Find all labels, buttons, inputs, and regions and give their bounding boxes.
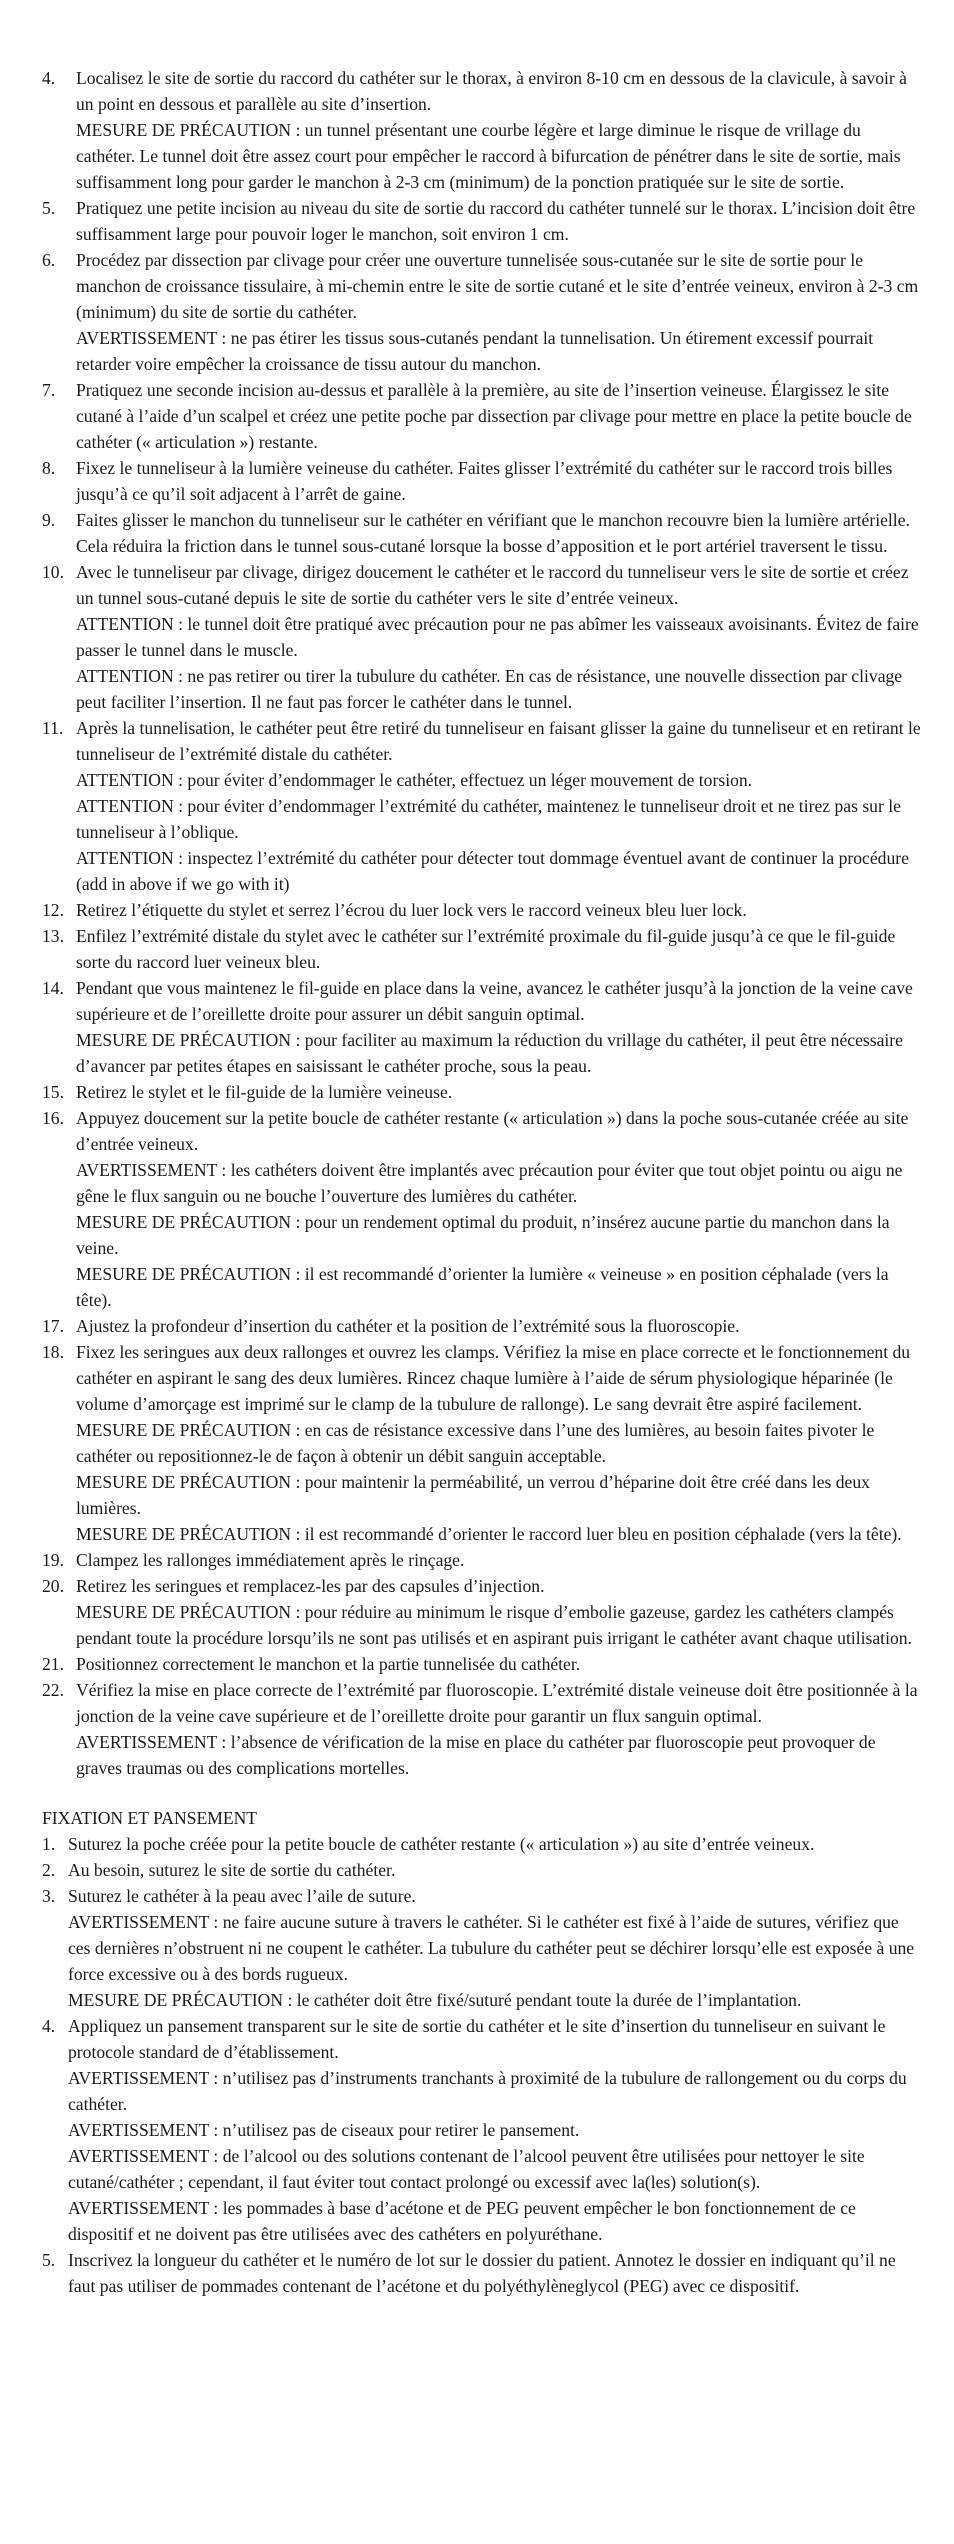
list-item (42, 2013, 924, 2247)
step-note: MESURE DE PRÉCAUTION : il est recommandé d’orienter la lumière « veineuse » en position céphalade (vers la tête). (76, 1264, 889, 1310)
step-text: Retirez le stylet et le fil-guide de la lumière veineuse. (76, 1082, 453, 1102)
step-number: 12. (42, 900, 64, 920)
list-item (42, 1339, 924, 1547)
step-note: MESURE DE PRÉCAUTION : en cas de résistance excessive dans l’une des lumières, au besoin faites pivoter le cathéter ou repositionnez-le de façon à obtenir un débit sanguin acceptable. (76, 1420, 875, 1466)
step-text: Procédez par dissection par clivage pour créer une ouverture tunnelisée sous-cutanée sur le site de sortie pour le manchon de croissance tissulaire, à mi-chemin entre le site de sortie cutané et le site d’entrée veineux, environ à 2-3 cm (minimum) du site de sortie du cathéter. (76, 250, 919, 322)
step-text: Fixez les seringues aux deux rallonges et ouvrez les clamps. Vérifiez la mise en place correcte et le fonctionnement du cathéter en aspirant le sang des deux lumières. Rincez chaque lumière à l’aide de sérum physiologique héparinée (le volume d’amorçage est imprimé sur le clamp de la tubulure de rallonge). Le sang devrait être aspiré facilement. (76, 1342, 911, 1414)
step-body (76, 923, 924, 975)
step-text: Pratiquez une seconde incision au-dessus et parallèle à la première, au site de l’insertion veineuse. Élargissez le site cutané à l’aide d’un scalpel et créez une petite poche par dissection par clivage pour mettre en place la petite boucle de cathéter (« articulation ») restante. (76, 380, 912, 452)
step-text: Appliquez un pansement transparent sur le site de sortie du cathéter et le site d’insertion du tunneliseur en suivant le protocole standard de d’établissement. (68, 2016, 886, 2062)
step-text: Fixez le tunneliseur à la lumière veineuse du cathéter. Faites glisser l’extrémité du cathéter sur le raccord trois billes jusqu’à ce qu’il soit adjacent à l’arrêt de gaine. (76, 458, 893, 504)
step-body (76, 897, 924, 923)
step-body (76, 65, 924, 195)
step-body (68, 1857, 924, 1883)
step-number: 4. (42, 68, 56, 88)
step-body (76, 1313, 924, 1339)
step-text: Avec le tunneliseur par clivage, dirigez doucement le cathéter et le raccord du tunneliseur vers le site de sortie et créez un tunnel sous-cutané depuis le site de sortie du cathéter vers le site d’entrée veineux. (76, 562, 909, 608)
step-number: 10. (42, 562, 64, 582)
step-text: Vérifiez la mise en place correcte de l’extrémité par fluoroscopie. L’extrémité distale veineuse doit être positionnée à la jonction de la veine cave supérieure et de l’oreillette droite pour garantir un flux sanguin optimal. (76, 1680, 918, 1726)
step-number: 13. (42, 926, 64, 946)
step-body (68, 2013, 924, 2247)
step-note: AVERTISSEMENT : les pommades à base d’acétone et de PEG peuvent empêcher le bon fonctionnement de ce dispositif et ne doivent pas être utilisées avec des cathéters en polyuréthane. (68, 2198, 856, 2244)
section-title-fixation: FIXATION ET PANSEMENT (42, 1808, 258, 1828)
step-note: ATTENTION : le tunnel doit être pratiqué avec précaution pour ne pas abîmer les vaisseaux avoisinants. Évitez de faire passer le tunnel dans le muscle. (76, 614, 919, 660)
step-note: AVERTISSEMENT : de l’alcool ou des solutions contenant de l’alcool peuvent être utilisées pour nettoyer le site cutané/cathéter ; cependant, il faut éviter tout contact prolongé ou excessif avec la(les) solution(s). (68, 2146, 865, 2192)
step-note: AVERTISSEMENT : l’absence de vérification de la mise en place du cathéter par fluoroscopie peut provoquer de graves traumas ou des complications mortelles. (76, 1732, 876, 1778)
list-item (42, 2247, 924, 2299)
step-text: Retirez l’étiquette du stylet et serrez l’écrou du luer lock vers le raccord veineux bleu luer lock. (76, 900, 747, 920)
step-note: MESURE DE PRÉCAUTION : pour réduire au minimum le risque d’embolie gazeuse, gardez les cathéters clampés pendant toute la procédure lorsqu’ils ne sont pas utilisés et en aspirant puis irrigant le cathéter avant chaque utilisation. (76, 1602, 912, 1648)
list-item (42, 1547, 924, 1573)
step-body (76, 1651, 924, 1677)
step-text: Appuyez doucement sur la petite boucle de cathéter restante (« articulation ») dans la poche sous-cutanée créée au site d’entrée veineux. (76, 1108, 909, 1154)
step-note: AVERTISSEMENT : ne faire aucune suture à travers le cathéter. Si le cathéter est fixé à l’aide de sutures, vérifiez que ces dernières n’obstruent ni ne coupent le cathéter. La tubulure du cathéter peut se déchirer lorsqu’elle est exposée à une force excessive ou à des bords rugueux. (68, 1912, 915, 1984)
step-text: Localisez le site de sortie du raccord du cathéter sur le thorax, à environ 8-10 cm en dessous de la clavicule, à savoir à un point en dessous et parallèle au site d’insertion. (76, 68, 907, 114)
step-note: ATTENTION : ne pas retirer ou tirer la tubulure du cathéter. En cas de résistance, une nouvelle dissection par clivage peut faciliter l’insertion. Il ne faut pas forcer le cathéter dans le tunnel. (76, 666, 903, 712)
step-body (76, 1105, 924, 1313)
step-note: ATTENTION : pour éviter d’endommager l’extrémité du cathéter, maintenez le tunneliseur droit et ne tirez pas sur le tunneliseur à l’oblique. (76, 796, 901, 842)
step-number: 18. (42, 1342, 64, 1362)
step-body (68, 2247, 924, 2299)
list-item (42, 1831, 924, 1857)
list-item (42, 1105, 924, 1313)
step-note: MESURE DE PRÉCAUTION : il est recommandé d’orienter le raccord luer bleu en position céphalade (vers la tête). (76, 1524, 902, 1544)
list-item (42, 897, 924, 923)
step-number: 4. (42, 2016, 56, 2036)
step-body (76, 1079, 924, 1105)
step-number: 11. (42, 718, 64, 738)
step-text: Suturez le cathéter à la peau avec l’aile de suture. (68, 1886, 416, 1906)
step-text: Au besoin, suturez le site de sortie du cathéter. (68, 1860, 396, 1880)
step-number: 15. (42, 1082, 64, 1102)
list-item (42, 1313, 924, 1339)
step-number: 3. (42, 1886, 56, 1906)
step-number: 21. (42, 1654, 64, 1674)
step-number: 5. (42, 198, 56, 218)
step-text: Enfilez l’extrémité distale du stylet avec le cathéter sur l’extrémité proximale du fil-guide jusqu’à ce que le fil-guide sorte du raccord luer veineux bleu. (76, 926, 896, 972)
list-item (42, 975, 924, 1079)
step-number: 6. (42, 250, 56, 270)
list-item (42, 923, 924, 975)
step-body (76, 1547, 924, 1573)
step-text: Suturez la poche créée pour la petite boucle de cathéter restante (« articulation ») au site d’entrée veineux. (68, 1834, 815, 1854)
step-note: ATTENTION : pour éviter d’endommager le cathéter, effectuez un léger mouvement de torsion. (76, 770, 753, 790)
step-text: Positionnez correctement le manchon et la partie tunnelisée du cathéter. (76, 1654, 581, 1674)
list-item (42, 1079, 924, 1105)
step-body (76, 195, 924, 247)
step-note: MESURE DE PRÉCAUTION : pour maintenir la perméabilité, un verrou d’héparine doit être créé dans les deux lumières. (76, 1472, 870, 1518)
list-item (42, 1857, 924, 1883)
step-note: MESURE DE PRÉCAUTION : pour un rendement optimal du produit, n’insérez aucune partie du manchon dans la veine. (76, 1212, 890, 1258)
step-text: Après la tunnelisation, le cathéter peut être retiré du tunneliseur en faisant glisser la gaine du tunneliseur et en retirant le tunneliseur de l’extrémité distale du cathéter. (76, 718, 921, 764)
step-number: 8. (42, 458, 56, 478)
step-number: 7. (42, 380, 56, 400)
step-note: AVERTISSEMENT : ne pas étirer les tissus sous-cutanés pendant la tunnelisation. Un étirement excessif pourrait retarder voire empêcher la croissance de tissu autour du manchon. (76, 328, 874, 374)
list-item (42, 247, 924, 377)
list-item (42, 715, 924, 897)
step-number: 5. (42, 2250, 56, 2270)
step-note: AVERTISSEMENT : n’utilisez pas d’instruments tranchants à proximité de la tubulure de rallongement ou du corps du cathéter. (68, 2068, 907, 2114)
step-body (76, 975, 924, 1079)
list-item (42, 455, 924, 507)
step-body (76, 715, 924, 897)
list-item (42, 1883, 924, 2013)
step-number: 20. (42, 1576, 64, 1596)
step-body (68, 1883, 924, 2013)
step-note: MESURE DE PRÉCAUTION : le cathéter doit être fixé/suturé pendant toute la durée de l’implantation. (68, 1990, 802, 2010)
step-note: MESURE DE PRÉCAUTION : un tunnel présentant une courbe légère et large diminue le risque de vrillage du cathéter. Le tunnel doit être assez court pour empêcher le raccord à bifurcation de pénétrer dans le site de sortie, mais suffisamment long pour garder le manchon à 2-3 cm (minimum) de la ponction pratiquée sur le site de sortie. (76, 120, 901, 192)
step-body (68, 1831, 924, 1857)
step-body (76, 1677, 924, 1781)
list-item (42, 195, 924, 247)
step-body (76, 455, 924, 507)
step-number: 22. (42, 1680, 64, 1700)
step-body (76, 1339, 924, 1547)
step-number: 17. (42, 1316, 64, 1336)
step-text: Retirez les seringues et remplacez-les par des capsules d’injection. (76, 1576, 545, 1596)
step-note: ATTENTION : inspectez l’extrémité du cathéter pour détecter tout dommage éventuel avant de continuer la procédure (add in above if we go with it) (76, 848, 909, 894)
step-text: Pendant que vous maintenez le fil-guide en place dans la veine, avancez le cathéter jusqu’à la jonction de la veine cave supérieure et de l’oreillette droite pour assurer un débit sanguin optimal. (76, 978, 913, 1024)
step-number: 9. (42, 510, 56, 530)
fixation-steps (42, 1831, 924, 2299)
step-text: Clampez les rallonges immédiatement après le rinçage. (76, 1550, 465, 1570)
step-note: MESURE DE PRÉCAUTION : pour faciliter au maximum la réduction du vrillage du cathéter, il peut être nécessaire d’avancer par petites étapes en saisissant le cathéter proche, sous la peau. (76, 1030, 903, 1076)
step-number: 1. (42, 1834, 56, 1854)
step-note: AVERTISSEMENT : les cathéters doivent être implantés avec précaution pour éviter que tout objet pointu ou aigu ne gêne le flux sanguin ou ne bouche l’ouverture des lumières du cathéter. (76, 1160, 903, 1206)
list-item (42, 65, 924, 195)
step-body (76, 377, 924, 455)
step-body (76, 1573, 924, 1651)
list-item (42, 559, 924, 715)
step-text: Ajustez la profondeur d’insertion du cathéter et la position de l’extrémité sous la fluoroscopie. (76, 1316, 740, 1336)
step-number: 2. (42, 1860, 56, 1880)
step-text: Inscrivez la longueur du cathéter et le numéro de lot sur le dossier du patient. Annotez le dossier en indiquant qu’il ne faut pas utiliser de pommades contenant de l’acétone et du polyéthylèneglycol (PEG) avec ce dispositif. (68, 2250, 896, 2296)
step-number: 14. (42, 978, 64, 998)
procedure-steps (42, 65, 924, 1781)
step-number: 16. (42, 1108, 64, 1128)
step-text: Faites glisser le manchon du tunneliseur sur le cathéter en vérifiant que le manchon recouvre bien la lumière artérielle. Cela réduira la friction dans le tunnel sous-cutané lorsque la bosse d’apposition et le port artériel traversent le tissu. (76, 510, 910, 556)
step-note: AVERTISSEMENT : n’utilisez pas de ciseaux pour retirer le pansement. (68, 2120, 580, 2140)
step-text: Pratiquez une petite incision au niveau du site de sortie du raccord du cathéter tunnelé sur le thorax. L’incision doit être suffisamment large pour pouvoir loger le manchon, soit environ 1 cm. (76, 198, 916, 244)
list-item (42, 1573, 924, 1651)
list-item (42, 1651, 924, 1677)
step-number: 19. (42, 1550, 64, 1570)
list-item (42, 507, 924, 559)
list-item (42, 377, 924, 455)
list-item (42, 1677, 924, 1781)
step-body (76, 559, 924, 715)
step-body (76, 247, 924, 377)
step-body (76, 507, 924, 559)
